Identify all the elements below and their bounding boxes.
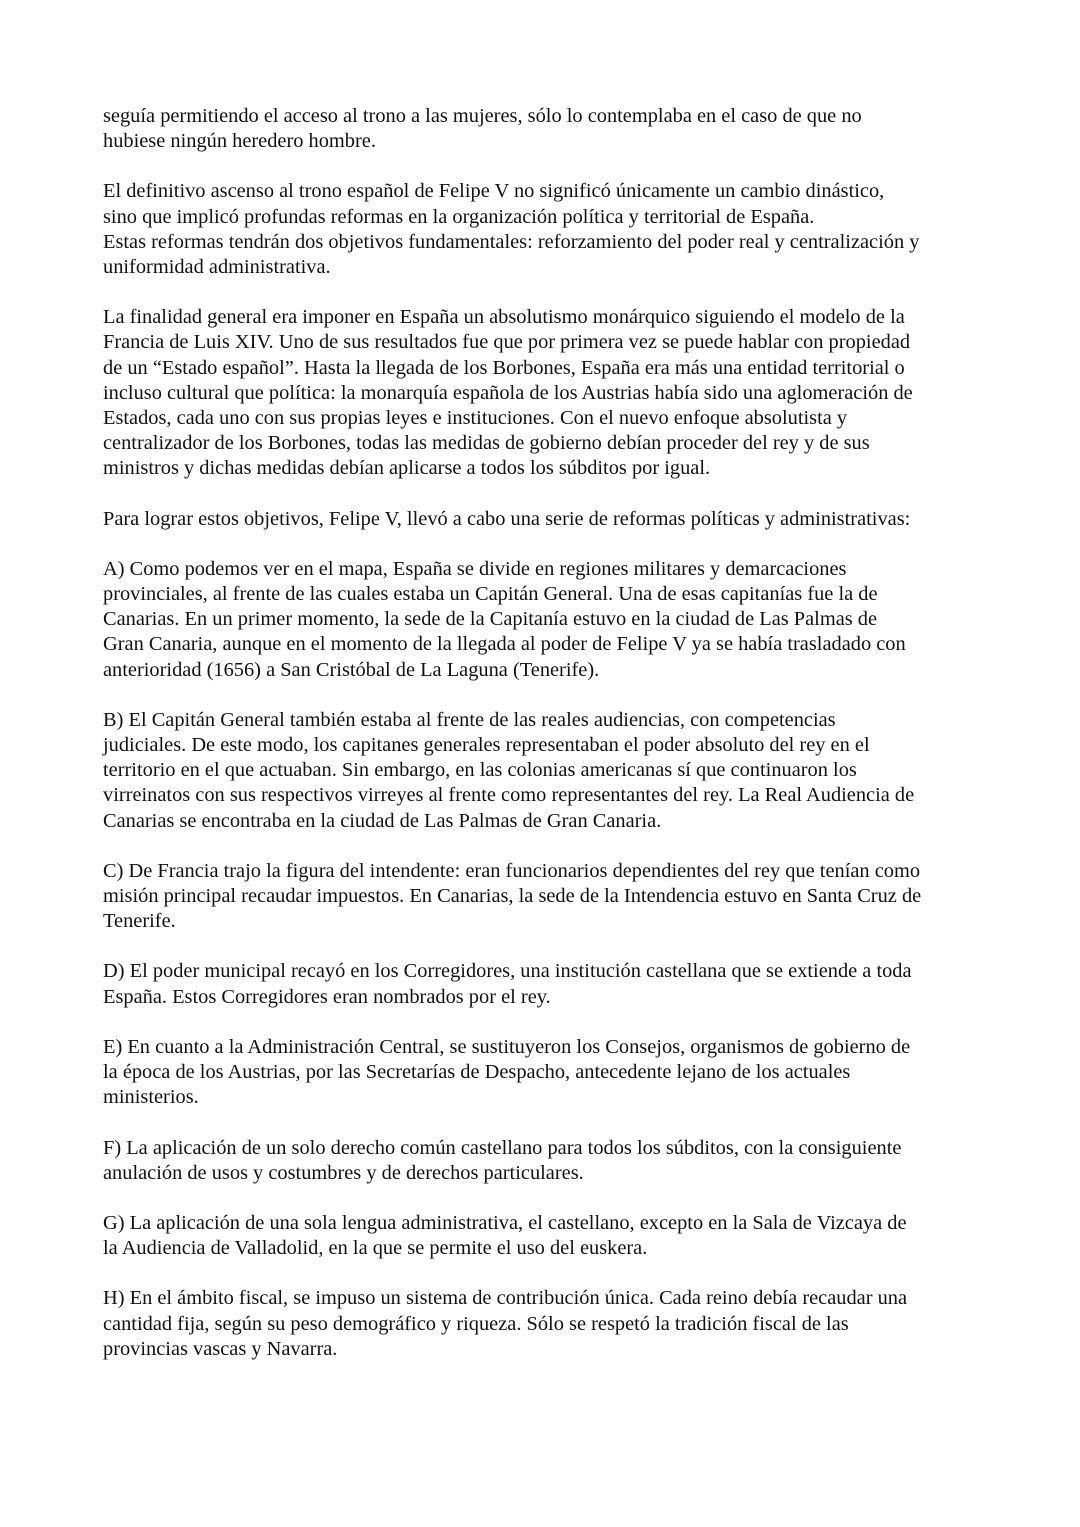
text-line: judiciales. De este modo, los capitanes generales representaban el poder absoluto del rey en el (103, 734, 870, 757)
text-line: misión principal recaudar impuestos. En Canarias, la sede de la Intendencia estuvo en Santa Cruz de (103, 885, 922, 908)
paragraph-reforma-h (103, 1286, 983, 1362)
text-line: la Audiencia de Valladolid, en la que se permite el uso del euskera. (103, 1237, 648, 1260)
text-line: El definitivo ascenso al trono español de Felipe V no significó únicamente un cambio dinástico, (103, 180, 885, 203)
text-line: Canarias se encontraba en la ciudad de Las Palmas de Gran Canaria. (103, 809, 662, 832)
text-line: Estados, cada uno con sus propias leyes e instituciones. Con el nuevo enfoque absolutista y (103, 407, 848, 430)
text-line: Estas reformas tendrán dos objetivos fundamentales: reforzamiento del poder real y centralización y (103, 230, 920, 253)
paragraph-intro-reformas (103, 507, 983, 532)
text-line: H) En el ámbito fiscal, se impuso un sistema de contribución única. Cada reino debía recaudar una (103, 1287, 908, 1310)
text-line: Tenerife. (103, 910, 176, 933)
text-line: Gran Canaria, aunque en el momento de la llegada al poder de Felipe V ya se había trasladado con (103, 633, 906, 656)
text-line: Francia de Luis XIV. Uno de sus resultados fue que por primera vez se puede hablar con propiedad (103, 331, 911, 354)
text-line: C) De Francia trajo la figura del intendente: eran funcionarios dependientes del rey que tenían como (103, 859, 921, 882)
text-line: provinciales, al frente de las cuales estaba un Capitán General. Una de esas capitanías fue la de (103, 583, 878, 606)
text-line: B) El Capitán General también estaba al frente de las reales audiencias, con competencias (103, 708, 836, 731)
text-line: centralizador de los Borbones, todas las medidas de gobierno debían proceder del rey y de sus (103, 432, 870, 455)
text-line: España. Estos Corregidores eran nombrados por el rey. (103, 985, 551, 1008)
paragraph-reforma-d (103, 959, 983, 1009)
paragraph-reforma-f (103, 1136, 983, 1186)
text-line: Para lograr estos objetivos, Felipe V, llevó a cabo una serie de reformas políticas y administrativas: (103, 507, 911, 530)
paragraph-reforma-b (103, 708, 983, 834)
paragraph-finalidad-general (103, 305, 983, 481)
text-line: La finalidad general era imponer en España un absolutismo monárquico siguiendo el modelo de la (103, 306, 905, 329)
text-line: ministerios. (103, 1086, 199, 1109)
text-line: sino que implicó profundas reformas en la organización política y territorial de España. (103, 205, 815, 228)
document-page (103, 104, 983, 1387)
paragraph-felipe-v-ascenso (103, 179, 983, 280)
text-line: virreinatos con sus respectivos virreyes al frente como representantes del rey. La Real Audiencia de (103, 784, 915, 807)
text-line: G) La aplicación de una sola lengua administrativa, el castellano, excepto en la Sala de Vizcaya de (103, 1211, 907, 1234)
text-line: uniformidad administrativa. (103, 256, 331, 279)
text-line: territorio en el que actuaban. Sin embargo, en las colonias americanas sí que continuaron los (103, 759, 857, 782)
paragraph-reforma-c (103, 859, 983, 935)
text-line: hubiese ningún heredero hombre. (103, 130, 376, 153)
text-line: provincias vascas y Navarra. (103, 1337, 338, 1360)
paragraph-reforma-a (103, 557, 983, 683)
text-line: anterioridad (1656) a San Cristóbal de La Laguna (Tenerife). (103, 658, 600, 681)
text-line: D) El poder municipal recayó en los Corregidores, una institución castellana que se extiende a toda (103, 960, 912, 983)
text-line: E) En cuanto a la Administración Central, se sustituyeron los Consejos, organismos de gobierno de (103, 1035, 911, 1058)
text-line: cantidad fija, según su peso demográfico y riqueza. Sólo se respetó la tradición fiscal de las (103, 1312, 849, 1335)
text-line: F) La aplicación de un solo derecho común castellano para todos los súbditos, con la consiguiente (103, 1136, 902, 1159)
text-line: de un “Estado español”. Hasta la llegada de los Borbones, España era más una entidad territorial o (103, 356, 905, 379)
text-line: A) Como podemos ver en el mapa, España se divide en regiones militares y demarcaciones (103, 557, 847, 580)
text-line: seguía permitiendo el acceso al trono a las mujeres, sólo lo contemplaba en el caso de que no (103, 105, 862, 127)
paragraph-reforma-e (103, 1035, 983, 1111)
text-line: la época de los Austrias, por las Secretarías de Despacho, antecedente lejano de los actuales (103, 1061, 851, 1084)
text-line: Canarias. En un primer momento, la sede de la Capitanía estuvo en la ciudad de Las Palmas de (103, 608, 878, 631)
text-line: ministros y dichas medidas debían aplicarse a todos los súbditos por igual. (103, 457, 711, 480)
text-line: anulación de usos y costumbres y de derechos particulares. (103, 1161, 584, 1184)
paragraph-continuation (103, 104, 983, 154)
paragraph-reforma-g (103, 1211, 983, 1261)
text-line: incluso cultural que política: la monarquía española de los Austrias había sido una aglomeración de (103, 381, 913, 404)
